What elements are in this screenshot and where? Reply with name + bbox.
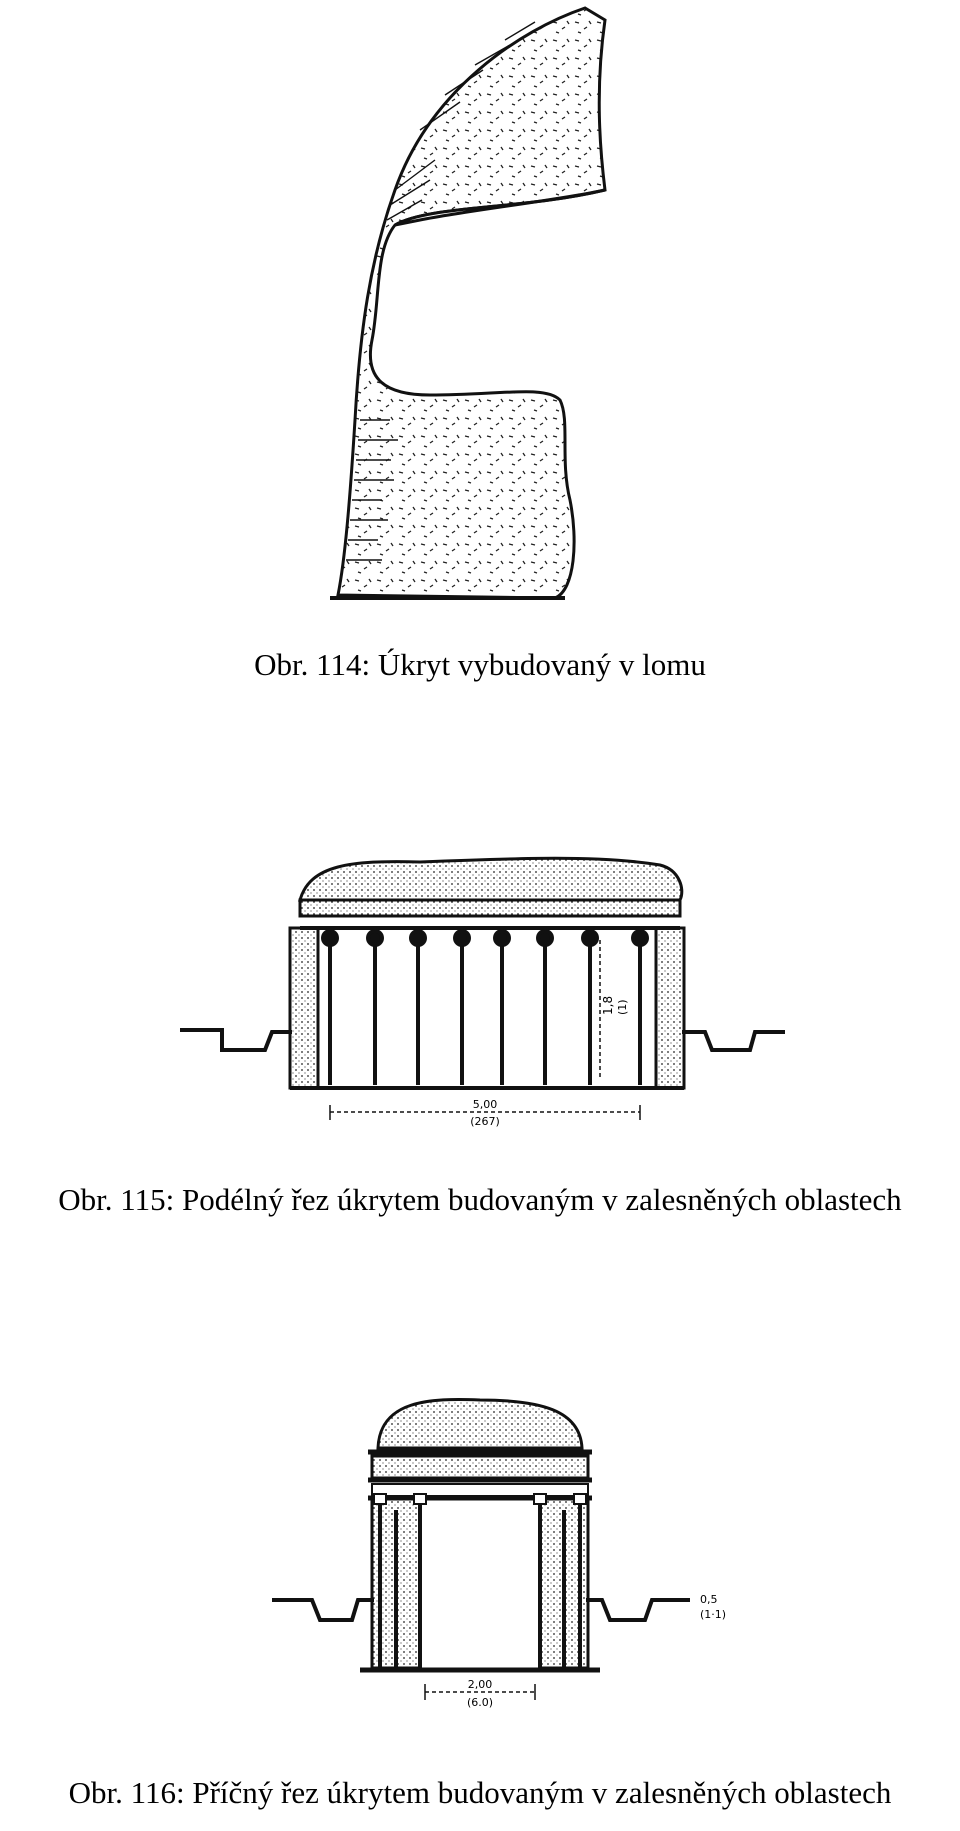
figure-caption: Obr. 116: Příčný řez úkrytem budovaným v zalesněných oblastech (68, 1775, 892, 1810)
longitudinal-section-drawing (0, 840, 960, 1140)
figure-115 (0, 840, 960, 1260)
cross-section-drawing (0, 1380, 960, 1750)
height-sub-label: (1) (616, 999, 629, 1015)
height-label: 1,8 (601, 995, 615, 1015)
figure-116 (0, 1380, 960, 1831)
depth-label: 0,5 (700, 1593, 718, 1606)
span-sub-label: (267) (470, 1115, 500, 1128)
figure-caption: Obr. 115: Podélný řez úkrytem budovaným v zalesněných oblastech (58, 1182, 902, 1217)
figure-114 (0, 0, 960, 682)
quarry-shelter-drawing (0, 0, 960, 620)
depth-sub-label: (1·1) (700, 1608, 727, 1621)
span-label: 2,00 (467, 1678, 493, 1691)
span-sub-label: (6.0) (466, 1696, 494, 1709)
figure-caption: Obr. 114: Úkryt vybudovaný v lomu (254, 647, 706, 682)
span-label: 5,00 (472, 1098, 498, 1111)
